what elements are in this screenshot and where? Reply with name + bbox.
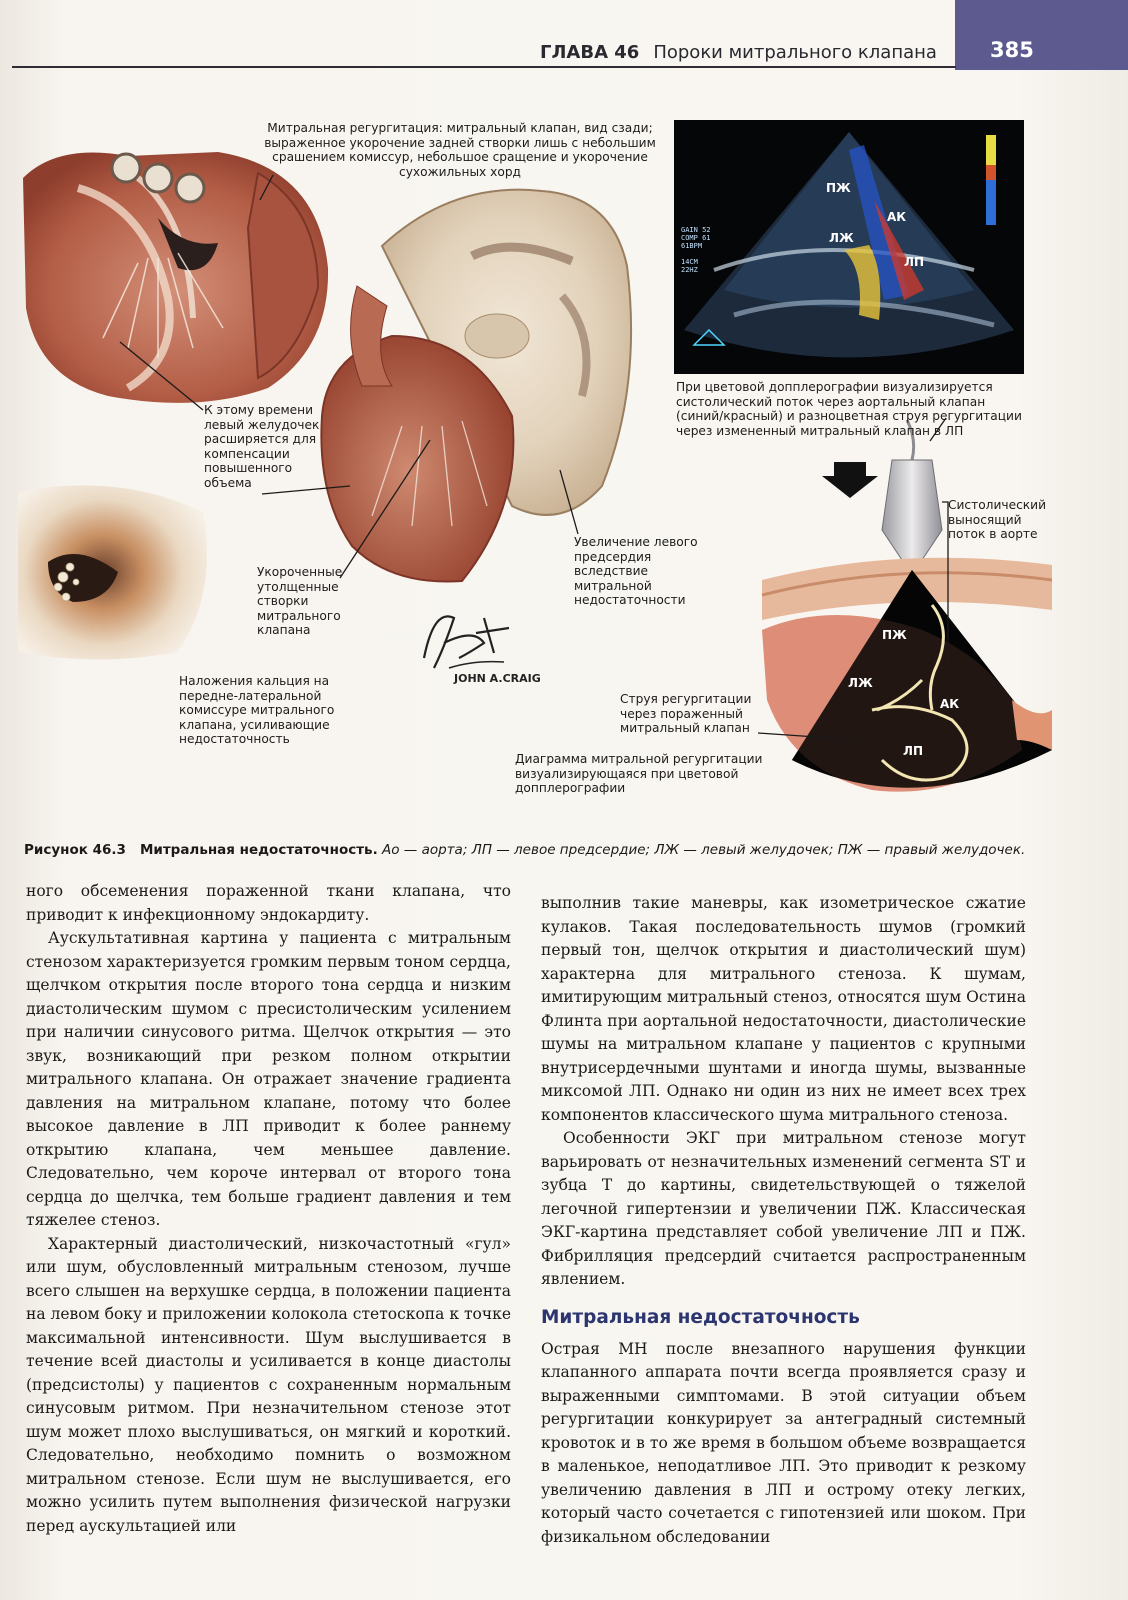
label-jet: Струя регургитации через пораженный митральный клапан (620, 692, 752, 735)
diagram-tag-ao: АК (940, 697, 960, 711)
page-number: 385 (990, 38, 1034, 62)
echo-tag-ao: АК (887, 210, 907, 224)
label-left-ventricle: К этому времени левый желудочек расширяется для компенсации повышенного объема (204, 403, 320, 490)
section-heading: Митральная недостаточность (541, 1306, 860, 1328)
label-valve-top: Митральная регургитация: митральный клапан, вид сзади; выраженное укорочение задней створки лишь с небольшим срашением комиссур, небольшое сращение и укорочение сухожильных хорд (264, 121, 656, 179)
paragraph: ного обсеменения пораженной ткани клапана, что приводит к инфекционному эндокардиту. (26, 882, 511, 924)
figure-caption (24, 842, 1114, 858)
label-doppler: При цветовой допплерографии визуализируется систолический поток через аортальный клапан (синий/красный) и разноцветная струя регургитации через измененный митральный клапан в ЛП (676, 380, 1022, 438)
text-column-left (26, 880, 511, 1560)
echo-tag-la: ЛП (904, 255, 925, 269)
label-diagram: Диаграмма митральной регургитации визуализирующаяся при цветовой допплерографии (515, 752, 763, 795)
paragraph: Характерный диастолический, низкочастотный «гул» или шум, обусловленный митральным стенозом, лучше всего слышен на верхушке сердца, в положении пациента на левом боку и приложении колокола стетоскопа к точке максимальной интенсивности. Шум выслушивается в течение всей диастолы и усиливается в конце диастолы (предсистолы) у пациентов с сохраненным нормальным синусовым ритмом. При незначительном стенозе этот шум может плохо выслушиваться, он мягкий и короткий. Следовательно, необходимо помнить о возможном митральном стенозе. Если шум не выслушивается, его можно усилить путем выполнения физической нагрузки перед аускультацией или (26, 1234, 511, 1535)
label-systolic-flow: Систолический выносящий поток в аорте (948, 498, 1046, 541)
diagram-tag-lv: ЛЖ (848, 676, 873, 690)
caption-abbreviations: Ао — аорта; ЛП — левое предсердие; ЛЖ — левый желудочек; ПЖ — правый желудочек. (382, 842, 1026, 858)
paragraph: Аускультативная картина у пациента с митральным стенозом характеризуется громким первым тоном сердца, щелчком открытия после второго тона сердца и низким диастолическим шумом с пресистолическим усилением при наличии синусового ритма. Щелчок открытия — это звук, возникающий при резком полном открытии митрального клапана. Он отражает значение градиента давления на митральном клапане, потому что более высокое давление в ЛП приводит к более раннему открытию клапана, чем меньшее давление. Следовательно, чем короче интервал от второго тона сердца до щелчка, тем больше градиент давления и тем тяжелее стеноз. (26, 929, 511, 1229)
chapter-number: ГЛАВА 46 (540, 42, 640, 63)
diagram-tag-la: ЛП (903, 744, 924, 758)
echo-readout-left: GAIN 52 COMP 61 61BPM 14CM 22HZ (681, 226, 711, 274)
diagram-tag-rv: ПЖ (882, 628, 907, 642)
chapter-title: Пороки митрального клапана (653, 42, 937, 63)
paragraph: выполнив такие маневры, как изометрическое сжатие кулаков. Такая последовательность шумов (громкий первый тон, щелчок открытия и диастолический шум) характерна для митрального стеноза. К шумам, имитирующим митральный стеноз, относятся шум Остина Флинта при аортальной недостаточности, диастолические шумы на митральном клапане у пациентов с крупными внутрисердечными шунтами и иногда шумы, вызванные миксомой ЛП. Однако ни один из них не имеет всех трех компонентов классического шума митрального стеноза. (541, 894, 1026, 1124)
paragraph: Особенности ЭКГ при митральном стенозе могут варьировать от незначительных изменений сегмента ST и зубца T до картины, свидетельствующей о тяжелой легочной гипертензии и увеличении ПЖ. Классическая ЭКГ-картина представляет собой увеличение ЛП и ПЖ. Фибрилляция предсердий считается распространенным явлением. (541, 1129, 1026, 1288)
caption-number: Рисунок 46.3 (24, 842, 126, 858)
paragraph: Острая МН после внезапного нарушения функции клапанного аппарата почти всегда проявляется сразу и выраженными симптомами. В этой ситуации объем регургитации конкурирует за антеградный системный кровоток и в то же время в большом объеме возвращается в маленькое, неподатливое ЛП. Это приводит к резкому увеличению давления в ЛП и острому отеку легких, который часто сочетается с гипотензией или шоком. При физикальном обследовании (541, 1339, 1026, 1546)
signature-name: JOHN A.CRAIG (454, 672, 541, 685)
echo-tag-rv: ПЖ (826, 181, 851, 195)
echo-tag-lv: ЛЖ (829, 231, 854, 245)
text-column-right (541, 892, 1026, 1572)
label-leaflets: Укороченные утолщенные створки митрального клапана (257, 565, 343, 637)
label-left-atrium: Увеличение левого предсердия вследствие митральной недостаточности (574, 535, 698, 607)
caption-title: Митральная недостаточность. (139, 842, 378, 858)
label-calcium: Наложения кальция на передне-латеральной комиссуре митрального клапана, усиливающие недостаточность (179, 674, 335, 746)
